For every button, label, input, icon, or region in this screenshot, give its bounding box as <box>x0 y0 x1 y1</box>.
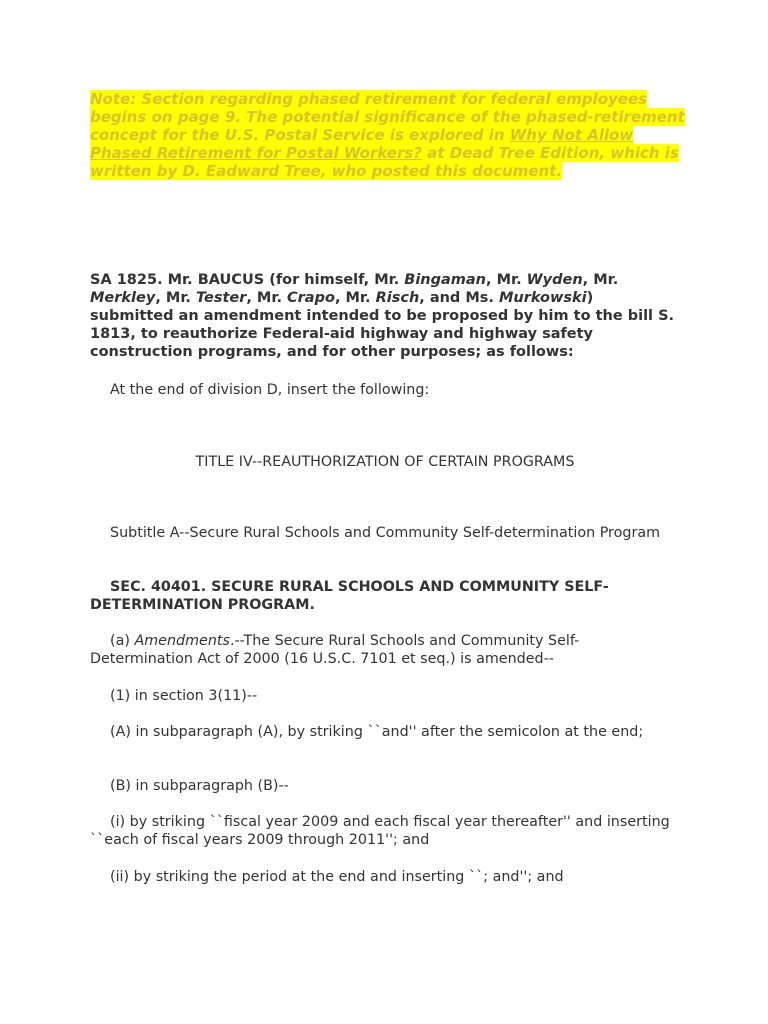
paragraph-a <box>90 632 680 668</box>
paragraph-a-text: .--The Secure Rural Schools and Community Self-Determination Act of 2000 (16 U.S.C. 7101 et seq.) is amended-- <box>90 633 580 667</box>
senator-name: Risch <box>375 290 420 306</box>
note-text-end: at Dead Tree Edition, which is written by D. Eadward Tree, who posted this document. <box>90 144 679 180</box>
senator-name: Crapo <box>287 290 335 306</box>
intro-text: ) submitted an amendment intended to be proposed by him to the bill S. 1813, to reauthorize Federal-aid highway and highway safety construction programs, and for other purposes; as follows: <box>90 290 675 360</box>
intro-text: , Mr. <box>582 272 619 288</box>
amendment-intro <box>90 271 680 361</box>
intro-text: , Mr. <box>486 272 527 288</box>
senator-name: Murkowski <box>498 290 587 306</box>
intro-text: SA 1825. Mr. BAUCUS (for himself, Mr. <box>90 272 405 288</box>
intro-text: , Mr. <box>155 290 196 306</box>
article-link[interactable]: Why Not Allow Phased Retirement for Postal Workers? <box>90 126 634 162</box>
senator-name: Merkley <box>90 290 156 306</box>
subtitle-heading: Subtitle A--Secure Rural Schools and Community Self-determination Program <box>110 525 661 541</box>
intro-text: , and Ms. <box>419 290 499 306</box>
item-i: (i) by striking ``fiscal year 2009 and each fiscal year thereafter'' and inserting ``each of fiscal years 2009 through 2011''; and <box>90 814 670 848</box>
item-b: (B) in subparagraph (B)-- <box>110 778 289 794</box>
section-heading: SEC. 40401. SECURE RURAL SCHOOLS AND COMMUNITY SELF-DETERMINATION PROGRAM. <box>90 579 609 613</box>
paragraph-a-prefix: (a) <box>110 633 135 649</box>
senator-name: Wyden <box>526 272 583 288</box>
senator-name: Tester <box>195 290 247 306</box>
paragraph-a-heading: Amendments <box>134 633 230 649</box>
note-text: Note: Section regarding phased retirement for federal employees begins on page 9. The potential significance of the phased-retirement concept for the U.S. Postal Service is explored in <box>90 90 685 144</box>
insert-instruction: At the end of division D, insert the following: <box>110 382 430 398</box>
senator-name: Bingaman <box>404 272 487 288</box>
intro-text: , Mr. <box>246 290 288 306</box>
item-ii: (ii) by striking the period at the end and inserting ``; and''; and <box>110 869 564 885</box>
editor-note <box>90 90 690 180</box>
item-1: (1) in section 3(11)-- <box>110 688 258 704</box>
title-heading: TITLE IV--REAUTHORIZATION OF CERTAIN PROGRAMS <box>195 454 575 470</box>
intro-text: , Mr. <box>334 290 376 306</box>
item-a: (A) in subparagraph (A), by striking ``and'' after the semicolon at the end; <box>110 724 644 740</box>
